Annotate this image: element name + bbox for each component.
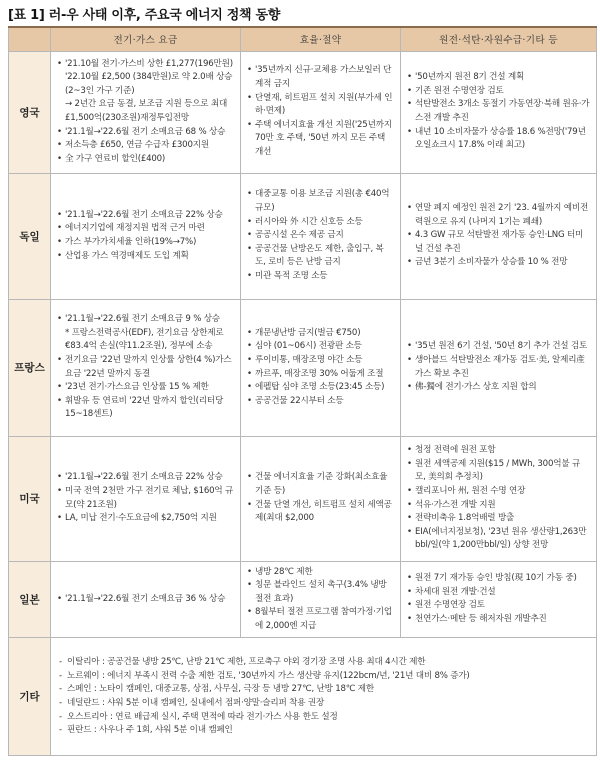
table-row xyxy=(9,561,597,638)
list-item: • '21.1월→'22.6월 전기 소매요금 22% 상승 xyxy=(57,471,234,485)
table-row-misc xyxy=(9,638,597,756)
country-label: 독일 xyxy=(9,173,51,299)
country-label: 영국 xyxy=(9,51,51,173)
bullet-list xyxy=(407,202,590,270)
bullet-list xyxy=(247,327,394,409)
list-item: • 전기요금 '22년 말까지 인상률 상한(4 %)가스요금 '22년 말까지 동결 xyxy=(57,354,234,381)
table-header-row xyxy=(9,27,597,51)
list-item: • 원전 세액공제 지원($15 / MWh, 300억불 규모, 美의회 추정치) xyxy=(407,458,590,485)
list-item: • 저소득층 £650, 연금 수급자 £300지원 xyxy=(57,139,234,153)
bullet-list xyxy=(407,340,590,394)
list-item: • '21.10월 전기·가스비 상한 £1,277(196만원) xyxy=(57,58,234,72)
list-item: • 석유·가스전 개발 지원 xyxy=(407,499,590,513)
bullet-list xyxy=(57,209,234,263)
list-item: • EIA(에너지정보청), '23년 원유 생산량1,263만bbl/일(약 1,200만bbl/일) 상향 전망 xyxy=(407,526,590,553)
table-row xyxy=(9,173,597,299)
list-item: • 佛-獨에 전기·가스 상호 지원 합의 xyxy=(407,381,590,395)
list-item: • 청정 전력에 원전 포함 xyxy=(407,444,590,458)
table-row xyxy=(9,51,597,173)
list-item: - 네덜란드 : 샤워 5분 이내 캠페인, 실내에서 점퍼·양말·슬리퍼 착용 권장 xyxy=(59,697,588,711)
list-item: • 8월부터 절전 프로그램 참여가정·기업에 2,000엔 지급 xyxy=(247,606,394,633)
list-item: • 공공건물 난방온도 제한, 출입구, 복도, 로비 등은 난방 금지 xyxy=(247,243,394,270)
bullet-list xyxy=(247,188,394,283)
table-row xyxy=(9,299,597,436)
efficiency-cell xyxy=(241,173,401,299)
list-item: • '50년까지 원전 8기 건설 계획 xyxy=(407,71,590,85)
list-item: • 가스 부가가치세율 인하(19%→7%) xyxy=(57,236,234,250)
country-label: 미국 xyxy=(9,436,51,561)
efficiency-cell xyxy=(241,51,401,173)
list-item: • 석탄발전소 3개소 동절기 가동연장·북해 원유·가스전 개발 추진 xyxy=(407,98,590,125)
list-item: • 까르푸, 매장조명 30% 어둡게 조절 xyxy=(247,368,394,382)
list-item: • 주택 에너지효율 개선 지원('25년까지 70만 호 주택, '50년 까지 모든 주택 개선 xyxy=(247,119,394,160)
list-item: • 전략비축유 1.8억배럴 방출 xyxy=(407,512,590,526)
list-item: • 냉방 28℃ 제한 xyxy=(247,566,394,580)
list-item: • '21.1월→'22.6월 전기 소매요금 9 % 상승 xyxy=(57,313,234,327)
bullet-list xyxy=(247,64,394,159)
bullet-list xyxy=(247,471,394,525)
list-item: - 핀란드 : 사우나 주 1회, 샤워 5분 이내 캠페인 xyxy=(59,724,588,738)
prices-cell xyxy=(51,173,241,299)
list-item: • 미관 목적 조명 소등 xyxy=(247,270,394,284)
list-item: • '21.1월→'22.6월 전기 소매요금 68 % 상승 xyxy=(57,126,234,140)
list-item: • 공공건물 22시부터 소등 xyxy=(247,395,394,409)
list-item: • 금년 3분기 소비자물가 상승률 10 % 전망 xyxy=(407,256,590,270)
list-item: • 기존 원전 수명연장 검토 xyxy=(407,85,590,99)
supply-cell xyxy=(401,436,597,561)
prices-cell xyxy=(51,436,241,561)
bullet-list xyxy=(247,566,394,634)
prices-cell xyxy=(51,561,241,638)
list-item: • 러시아와 外 시간 신호등 소등 xyxy=(247,216,394,230)
list-item: • 심야 (01~06시) 전광판 소등 xyxy=(247,340,394,354)
list-item: • 천연가스·메탄 등 해저자원 개발추진 xyxy=(407,613,590,627)
efficiency-cell xyxy=(241,561,401,638)
list-item: • 루이비통, 매장조명 야간 소등 xyxy=(247,354,394,368)
list-item: • 생아블드 석탄발전소 재가동 검토·美, 알제리產 가스 확보 추진 xyxy=(407,354,590,381)
list-item: • 내년 10 소비자물가 상승률 18.6 %전망('79년 오일쇼크시 17.8% 이래 최고) xyxy=(407,126,590,153)
list-item: • '21.1월→'22.6월 전기 소매요금 36 % 상승 xyxy=(57,593,234,607)
list-item: • 차세대 원전 개발·건설 xyxy=(407,586,590,600)
bullet-list xyxy=(57,471,234,525)
supply-cell xyxy=(401,561,597,638)
supply-cell xyxy=(401,51,597,173)
list-item: • 원전 7기 재가동 승인 방침(現 10기 가동 중) xyxy=(407,572,590,586)
list-item: • 개문냉난방 금지(벌금 €750) xyxy=(247,327,394,341)
header-efficiency: 효율·절약 xyxy=(241,27,401,51)
prices-cell xyxy=(51,51,241,173)
table-row xyxy=(9,436,597,561)
bullet-list xyxy=(407,71,590,153)
supply-cell xyxy=(401,173,597,299)
list-item: • 에너지기업에 재정지원 법적 근거 마련 xyxy=(57,222,234,236)
list-item: • 대중교통 이용 보조금 지원(총 €40억 규모) xyxy=(247,188,394,215)
bullet-list xyxy=(407,572,590,626)
list-item: • 캘리포니아 州, 원전 수명 연장 xyxy=(407,485,590,499)
energy-policy-table xyxy=(8,26,597,756)
list-item: '22.10월 £2,500 (384만원)로 약 2.0배 상승(2~3인 가구 기준) xyxy=(65,72,233,96)
bullet-list xyxy=(407,444,590,553)
list-item: • '23년 전기·가스요금 인상률 15 % 제한 xyxy=(57,381,234,395)
list-item: • 건물 단열 개선, 히트펌프 설치 세액공제(최대 $2,000 xyxy=(247,499,394,526)
bullet-list xyxy=(57,313,234,422)
list-item: → 2년간 요금 동결, 보조금 지원 등으로 최대 £1,500억(230조원)재정투입전망 xyxy=(65,99,228,123)
bullet-list xyxy=(57,593,234,607)
misc-list xyxy=(59,656,588,738)
list-item: • 원전 수명연장 검토 xyxy=(407,599,590,613)
bullet-list xyxy=(57,58,234,167)
list-item: - 이탈리아 : 공공건물 냉방 25℃, 난방 21℃ 제한, 프로축구 야외 경기장 조명 사용 최대 4시간 제한 xyxy=(59,656,588,670)
country-label: 기타 xyxy=(9,638,51,756)
list-item: • '21.1월→'22.6월 전기 소매요금 22% 상승 xyxy=(57,209,234,223)
list-item: • 연말 폐지 예정인 원전 2기 '23. 4월까지 예비전력원으로 유지 (나머지 1기는 폐쇄) xyxy=(407,202,590,229)
list-item: • '35년까지 신규·교체용 가스보일러 단계적 금지 xyxy=(247,64,394,91)
country-label: 프랑스 xyxy=(9,299,51,436)
efficiency-cell xyxy=(241,436,401,561)
list-item: - 노르웨이 : 에너지 부족시 전력 수출 제한 검토, '30년까지 가스 생산량 유지(122bcm/년, '21년 대비 8% 증가) xyxy=(59,670,588,684)
list-item: * 프랑스전력공사(EDF), 전기요금 상한제로 €83.4억 손실(약11.2조원), 정부에 소송 xyxy=(65,327,224,352)
list-item: • 全 가구 연료비 할인(£400) xyxy=(57,153,234,167)
table-title: [표 1] 러-우 사태 이후, 주요국 에너지 정책 동향 xyxy=(8,8,280,23)
list-item: - 스페인 : 노타이 캠페인, 대중교통, 상점, 사무실, 극장 등 냉방 27℃, 난방 18℃ 제한 xyxy=(59,683,588,697)
header-supply: 원전·석탄·자원수급·기타 등 xyxy=(401,27,597,51)
prices-cell xyxy=(51,299,241,436)
misc-cell xyxy=(51,638,597,756)
list-item: • 에펠탑 심야 조명 소등(23:45 소등) xyxy=(247,381,394,395)
list-item: • 휘발유 등 연료비 '22년 말까지 할인(리터당 15~18센트) xyxy=(57,395,234,422)
header-corner xyxy=(9,27,51,51)
country-label: 일본 xyxy=(9,561,51,638)
list-item: • 건물 에너지효율 기준 강화(최소효율기준 등) xyxy=(247,471,394,498)
supply-cell xyxy=(401,299,597,436)
list-item: • 공공시설 온수 제공 금지 xyxy=(247,229,394,243)
list-item: • 산업용 가스 역경매제도 도입 계획 xyxy=(57,250,234,264)
list-item: • '35년 원전 6기 건설, '50년 8기 추가 건설 검토 xyxy=(407,340,590,354)
list-item: - 오스트리아 : 연료 배급제 실시, 주택 면적에 따라 전기·가스 사용 한도 설정 xyxy=(59,711,588,725)
efficiency-cell xyxy=(241,299,401,436)
list-item: • 미국 전역 2천만 가구 전기료 체납, $160억 규모(약 21조원) xyxy=(57,485,234,512)
header-prices: 전기·가스 요금 xyxy=(51,27,241,51)
list-item: • 4.3 GW 규모 석탄발전 재가동 승인·LNG 터미널 건설 추진 xyxy=(407,229,590,256)
list-item: • LA, 미납 전기·수도요금에 $2,750억 지원 xyxy=(57,512,234,526)
list-item: • 칭문 블라인드 설치 촉구(3.4% 냉방 절전 효과) xyxy=(247,579,394,606)
list-item: • 단열재, 히트펌프 설치 지원(부가세 인하·면제) xyxy=(247,92,394,119)
